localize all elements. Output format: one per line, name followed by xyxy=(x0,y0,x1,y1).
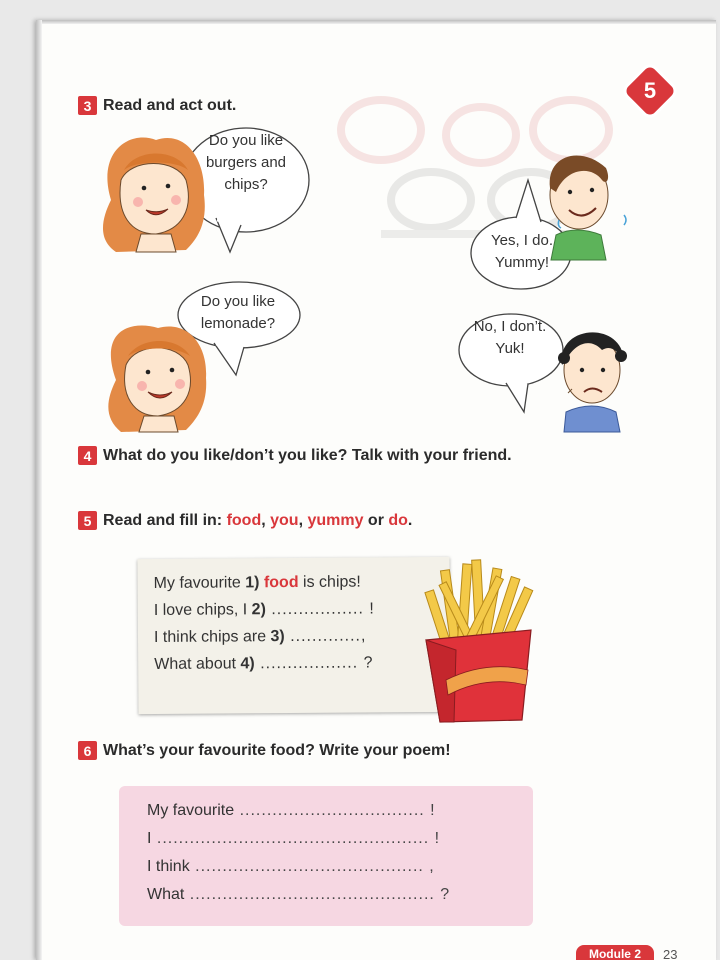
exercise-instruction: What do you like/don’t you like? Talk with your friend. xyxy=(103,446,512,464)
filled-answer: food xyxy=(263,573,299,592)
unit-number: 5 xyxy=(643,78,657,103)
textbook-page xyxy=(36,20,716,960)
word-option: you xyxy=(270,511,299,529)
exercise-number: 5 xyxy=(78,511,97,530)
exercise-instruction: What’s your favourite food? Write your poem! xyxy=(103,741,451,759)
poem-line-3: I think chips are 3) ............., xyxy=(153,627,367,646)
exercise-number: 3 xyxy=(78,96,97,115)
exercise-number: 4 xyxy=(78,446,97,465)
girl-bottom-figure xyxy=(108,326,206,432)
fill-blank[interactable]: ................. ! xyxy=(265,600,375,619)
poem-line-1: My favourite 1) food is chips! xyxy=(153,573,361,592)
exercise-instruction: Read and fill in: xyxy=(103,511,227,529)
poem-card xyxy=(137,557,450,714)
fill-blank[interactable]: ............., xyxy=(284,627,367,646)
bubble-a1-text: Yes, I do. Yummy! xyxy=(491,232,553,271)
exercise-5-heading: 5 Read and fill in: food , you , yummy or do . xyxy=(78,511,412,530)
write-line-4: What ............................................. ? xyxy=(147,886,451,903)
bubble-q1-text: Do you like burgers and chips? xyxy=(205,132,287,193)
page-number: 23 xyxy=(663,947,678,960)
write-line-3: I think .......................................... , xyxy=(147,858,435,875)
fill-blank[interactable]: .................. ? xyxy=(254,654,374,673)
exercise-number: 6 xyxy=(78,741,97,760)
word-option: do xyxy=(388,511,408,529)
bubble-q2-text: Do you like lemonade? xyxy=(200,293,276,332)
write-blank[interactable]: .................................................. ! xyxy=(151,830,441,847)
write-blank[interactable]: .................................. ! xyxy=(234,802,436,819)
exercise-6-heading xyxy=(78,741,451,760)
girl-top-figure xyxy=(103,138,205,253)
write-poem-card xyxy=(119,786,533,926)
exercise-4-heading xyxy=(78,446,512,465)
boy-bottom-figure xyxy=(558,332,627,432)
write-blank[interactable]: ............................................. ? xyxy=(184,886,451,903)
write-blank[interactable]: .......................................... , xyxy=(189,858,435,875)
poem-line-2: I love chips, I 2) ................. ! xyxy=(153,600,375,619)
word-option: food xyxy=(226,511,262,529)
bubble-a2-text: No, I don’t. Yuk! xyxy=(473,318,547,357)
poem-line-4: What about 4) .................. ? xyxy=(154,654,374,673)
module-tab: Module 2 xyxy=(576,945,654,960)
dialogue-illustration xyxy=(36,20,716,450)
write-line-1: My favourite .................................. ! xyxy=(147,802,436,819)
word-option: yummy xyxy=(307,511,364,529)
chips-illustration xyxy=(416,550,541,725)
exercise-instruction: Read and act out. xyxy=(103,96,237,114)
write-line-2: I .................................................. ! xyxy=(147,830,441,847)
